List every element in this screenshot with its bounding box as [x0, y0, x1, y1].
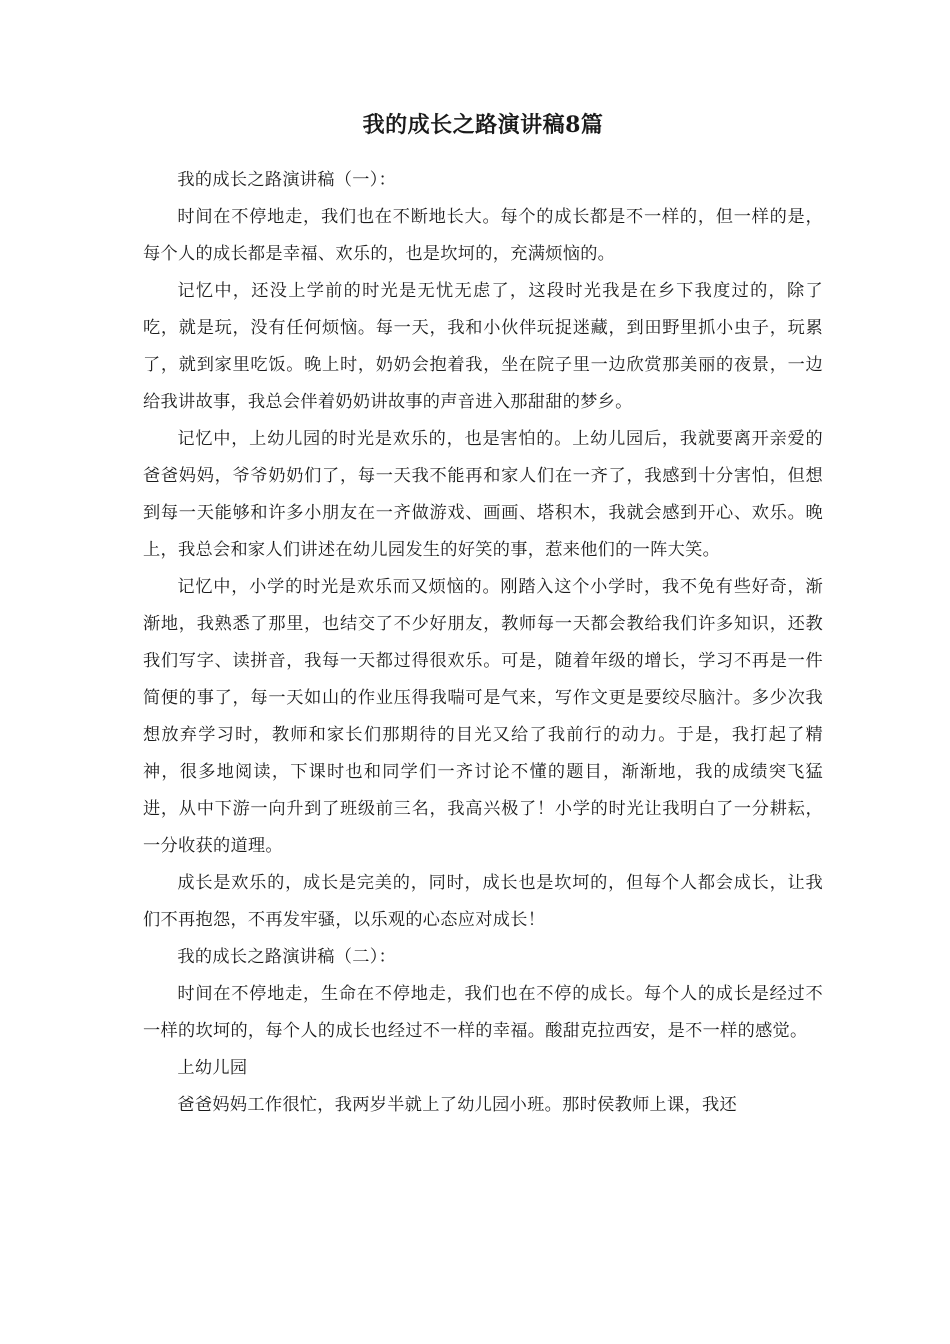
section-heading-2: 我的成长之路演讲稿（二）：: [177, 947, 397, 967]
paragraph: 时间在不停地走，生命在不停地走，我们也在不停的成长。每个人的成长是经过不一样的坎坷的，每个人的成长也经过不一样的幸福。酸甜克拉西安，是不一样的感觉。: [143, 984, 823, 1041]
paragraph: 记忆中，小学的时光是欢乐而又烦恼的。刚踏入这个小学时，我不免有些好奇，渐渐地，我熟悉了那里，也结交了不少好朋友，教师每一天都会教给我们许多知识，还教我们写字、读拼音，我每一天都过得很欢乐。可是，随着年级的增长，学习不再是一件简便的事了，每一天如山的作业压得我喘可是气来，写作文更是要绞尽脑汁。多少次我想放弃学习时，教师和家长们那期待的目光又给了我前行的动力。于是，我打起了精神，很多地阅读，下课时也和同学们一齐讨论不懂的题目，渐渐地，我的成绩突飞猛进，从中下游一向升到了班级前三名，我高兴极了！小学的时光让我明白了一分耕耘，一分收获的道理。: [143, 577, 823, 856]
subheading: 上幼儿园: [177, 1058, 248, 1078]
document-title: 我的成长之路演讲稿8篇: [362, 112, 604, 138]
paragraph: 时间在不停地走，我们也在不断地长大。每个的成长都是不一样的，但一样的是，每个人的成长都是幸福、欢乐的，也是坎坷的，充满烦恼的。: [143, 207, 823, 264]
paragraph: 记忆中，上幼儿园的时光是欢乐的，也是害怕的。上幼儿园后，我就要离开亲爱的爸爸妈妈，爷爷奶奶们了，每一天我不能再和家人们在一齐了，我感到十分害怕，但想到每一天能够和许多小朋友在一齐做游戏、画画、塔积木，我就会感到开心、欢乐。晚上，我总会和家人们讲述在幼儿园发生的好笑的事，惹来他们的一阵大笑。: [143, 429, 823, 560]
paragraph: 成长是欢乐的，成长是完美的，同时，成长也是坎坷的，但每个人都会成长，让我们不再抱怨，不再发牢骚，以乐观的心态应对成长！: [143, 873, 823, 930]
paragraph: 爸爸妈妈工作很忙，我两岁半就上了幼儿园小班。那时侯教师上课，我还: [177, 1095, 737, 1115]
document-page: [143, 108, 823, 1124]
section-heading-1: 我的成长之路演讲稿（一）：: [177, 170, 397, 190]
paragraph: 记忆中，还没上学前的时光是无忧无虑了，这段时光我是在乡下我度过的，除了吃，就是玩，没有任何烦恼。每一天，我和小伙伴玩捉迷藏，到田野里抓小虫子，玩累了，就到家里吃饭。晚上时，奶奶会抱着我，坐在院子里一边欣赏那美丽的夜景，一边给我讲故事，我总会伴着奶奶讲故事的声音进入那甜甜的梦乡。: [143, 281, 823, 412]
